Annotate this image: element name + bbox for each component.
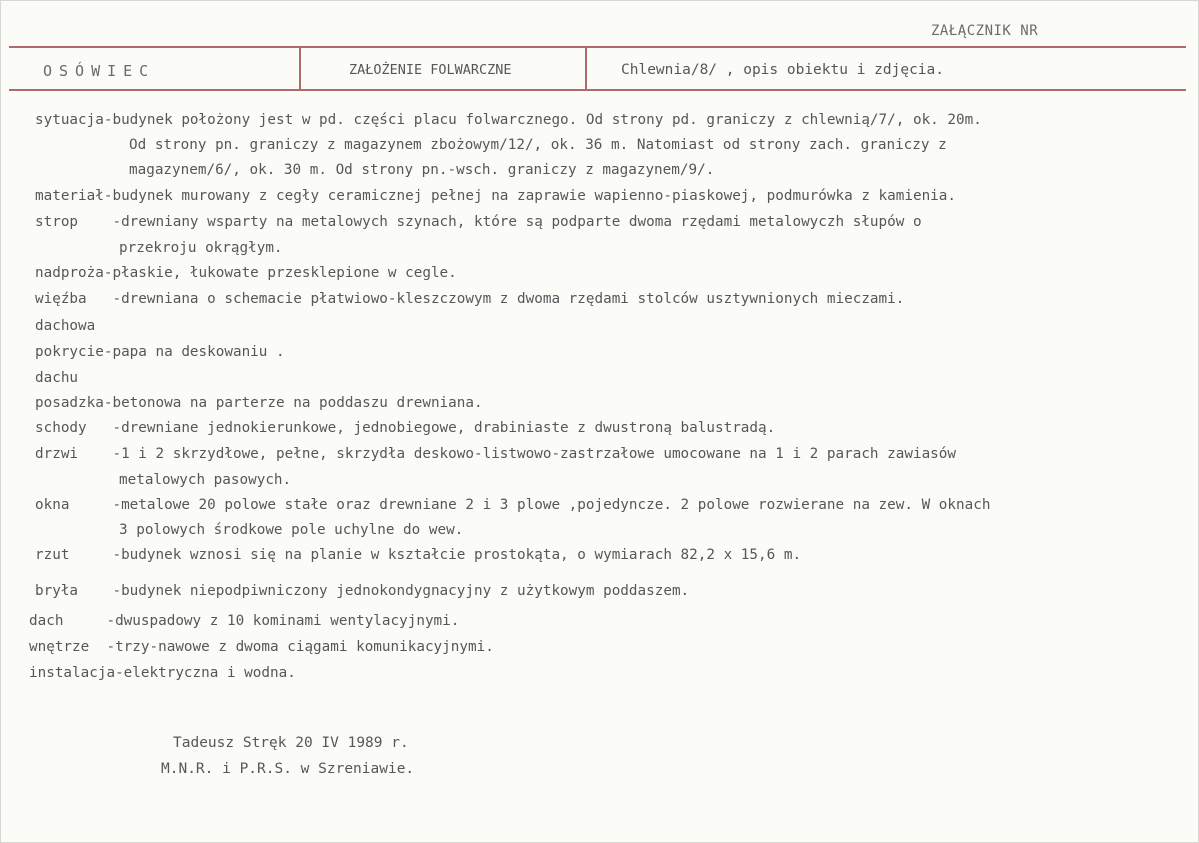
text-line-dachowa: dachowa	[35, 318, 96, 334]
text-line-okna: okna -metalowe 20 polowe stałe oraz drewniane 2 i 3 plowe ,pojedyncze. 2 polowe rozwierane na zew. W oknach	[35, 497, 991, 513]
text-line-posadzka: posadzka-betonowa na parterze na poddaszu drewniana.	[35, 395, 483, 411]
text-line-wnetrze: wnętrze -trzy-nawowe z dwoma ciągami komunikacyjnymi.	[29, 639, 494, 655]
text-line-sytuacja: sytuacja-budynek położony jest w pd. części placu folwarcznego. Od strony pd. graniczy z chlewnią/7/, ok. 20m.	[35, 112, 982, 128]
header-top-rule	[9, 46, 1186, 48]
header-divider-1	[299, 46, 301, 89]
text-line-drzwi: drzwi -1 i 2 skrzydłowe, pełne, skrzydła deskowo-listwowo-zastrzałowe umocowane na 1 i 2 parach zawiasów	[35, 446, 956, 462]
text-line-material: materiał-budynek murowany z cegły ceramicznej pełnej na zaprawie wapienno-piaskowej, podmurówka z kamienia.	[35, 188, 956, 204]
text-line-okna-2: 3 polowych środkowe pole uchylne do wew.	[119, 522, 464, 538]
text-line-dach: dach -dwuspadowy z 10 kominami wentylacyjnymi.	[29, 613, 460, 629]
text-line-schody: schody -drewniane jednokierunkowe, jednobiegowe, drabiniaste z dwustroną balustradą.	[35, 420, 776, 436]
text-line-dachu: dachu	[35, 370, 79, 386]
text-line-sytuacja-3: magazynem/6/, ok. 30 m. Od strony pn.-wsch. graniczy z magazynem/9/.	[129, 162, 715, 178]
text-line-rzut: rzut -budynek wznosi się na planie w kształcie prostokąta, o wymiarach 82,2 x 15,6 m.	[35, 547, 802, 563]
text-line-pokrycie: pokrycie-papa na deskowaniu .	[35, 344, 285, 360]
text-line-strop: strop -drewniany wsparty na metalowych szynach, które są podparte dwoma rzędami metalowyczh słupów o	[35, 214, 922, 230]
text-line-nadproza: nadproża-płaskie, łukowate przesklepione w cegle.	[35, 265, 457, 281]
header-object: Chlewnia/8/ , opis obiektu i zdjęcia.	[621, 62, 945, 78]
text-line-instalacja: instalacja-elektryczna i wodna.	[29, 665, 296, 681]
signature-author-date: Tadeusz Stręk 20 IV 1989 r.	[173, 735, 409, 751]
signature-institution: M.N.R. i P.R.S. w Szreniawie.	[161, 761, 415, 777]
text-line-strop-2: przekroju okrągłym.	[119, 240, 283, 256]
header-bottom-rule	[9, 89, 1186, 91]
text-line-wiezba: więźba -drewniana o schemacie płatwiowo-kleszczowym z dwoma rzędami stolców usztywnionych mieczami.	[35, 291, 905, 307]
annex-label: ZAŁĄCZNIK NR	[931, 23, 1039, 39]
header-place: OSÓWIEC	[43, 62, 156, 80]
text-line-sytuacja-2: Od strony pn. graniczy z magazynem zbożowym/12/, ok. 36 m. Natomiast od strony zach. graniczy z	[129, 137, 947, 153]
text-line-bryla: bryła -budynek niepodpiwniczony jednokondygnacyjny z użytkowym poddaszem.	[35, 583, 690, 599]
header-divider-2	[585, 46, 587, 89]
text-line-drzwi-2: metalowych pasowych.	[119, 472, 292, 488]
header-complex: ZAŁOŻENIE FOLWARCZNE	[349, 62, 512, 78]
